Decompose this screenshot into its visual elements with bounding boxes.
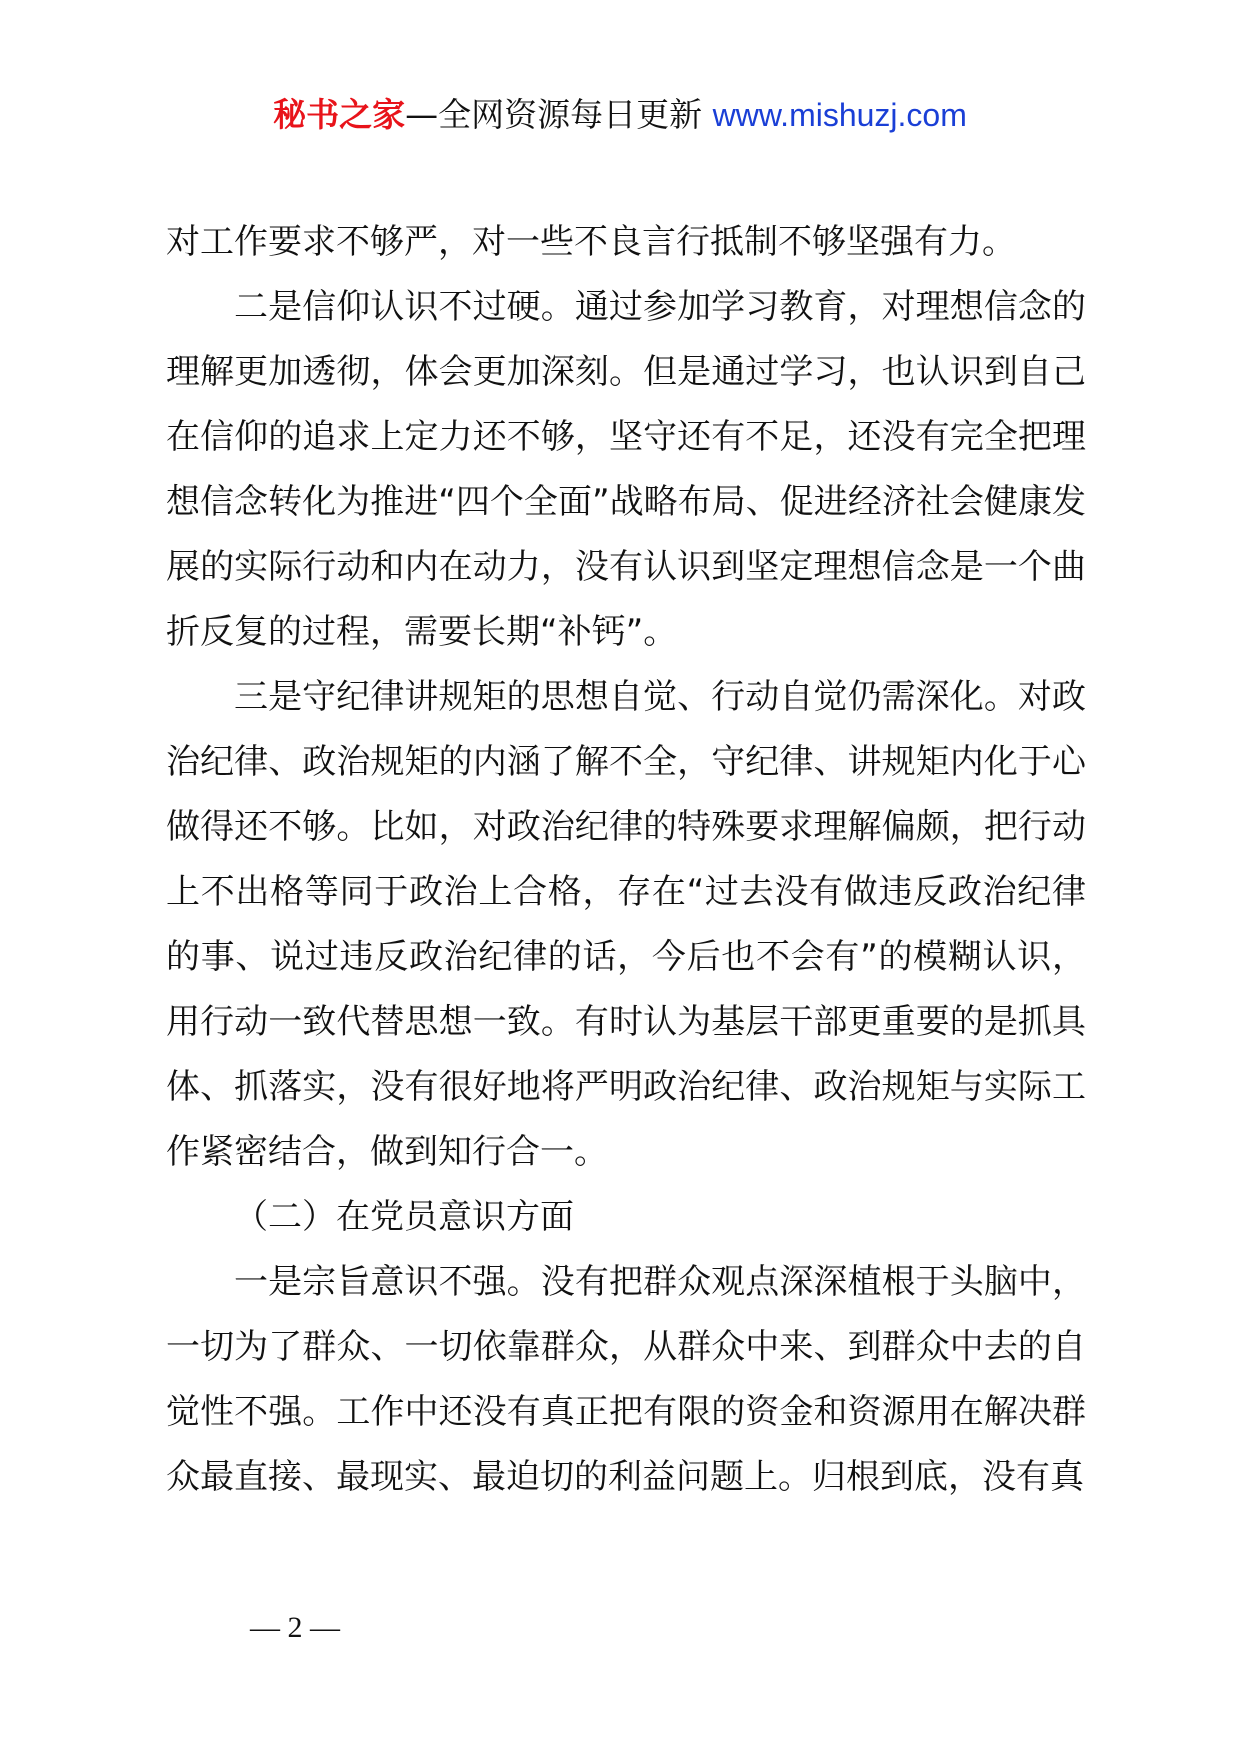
paragraph-discipline: 三是守纪律讲规矩的思想自觉、行动自觉仍需深化。对政治纪律、政治规矩的内涵了解不全，守纪律、讲规矩内化于心做得还不够。比如，对政治纪律的特殊要求理解偏颇，把行动上不出格等同于政治上合格，存在“过去没有做违反政治纪律的事、说过违反政治纪律的话，今后也不会有”的模糊认识，用行动一致代替思想一致。有时认为基层干部更重要的是抓具体、抓落实，没有很好地将严明政治纪律、政治规矩与实际工作紧密结合，做到知行合一。 <box>166 677 1086 1172</box>
brand-name: 秘书之家 <box>273 95 406 134</box>
site-header <box>0 95 1240 135</box>
paragraph-continuation: 对工作要求不够严，对一些不良言行抵制不够坚强有力。 <box>166 222 1016 262</box>
section-heading: （二）在党员意识方面 <box>234 1197 574 1237</box>
header-tagline: —全网资源每日更新 <box>405 95 703 134</box>
paragraph-faith: 二是信仰认识不过硬。通过参加学习教育，对理想信念的理解更加透彻，体会更加深刻。但是通过学习，也认识到自己在信仰的追求上定力还不够，坚守还有不足，还没有完全把理想信念转化为推进“四个全面”战略布局、促进经济社会健康发展的实际行动和内在动力，没有认识到坚定理想信念是一个曲折反复的过程，需要长期“补钙”。 <box>166 287 1086 652</box>
paragraph-purpose: 一是宗旨意识不强。没有把群众观点深深植根于头脑中，一切为了群众、一切依靠群众，从群众中来、到群众中去的自觉性不强。工作中还没有真正把有限的资金和资源用在解决群众最直接、最现实、最迫切的利益问题上。归根到底，没有真 <box>166 1262 1086 1497</box>
page-number: — 2 — <box>250 1611 340 1644</box>
website-url[interactable]: www.mishuzj.com <box>712 97 967 133</box>
document-body <box>166 210 1086 1510</box>
